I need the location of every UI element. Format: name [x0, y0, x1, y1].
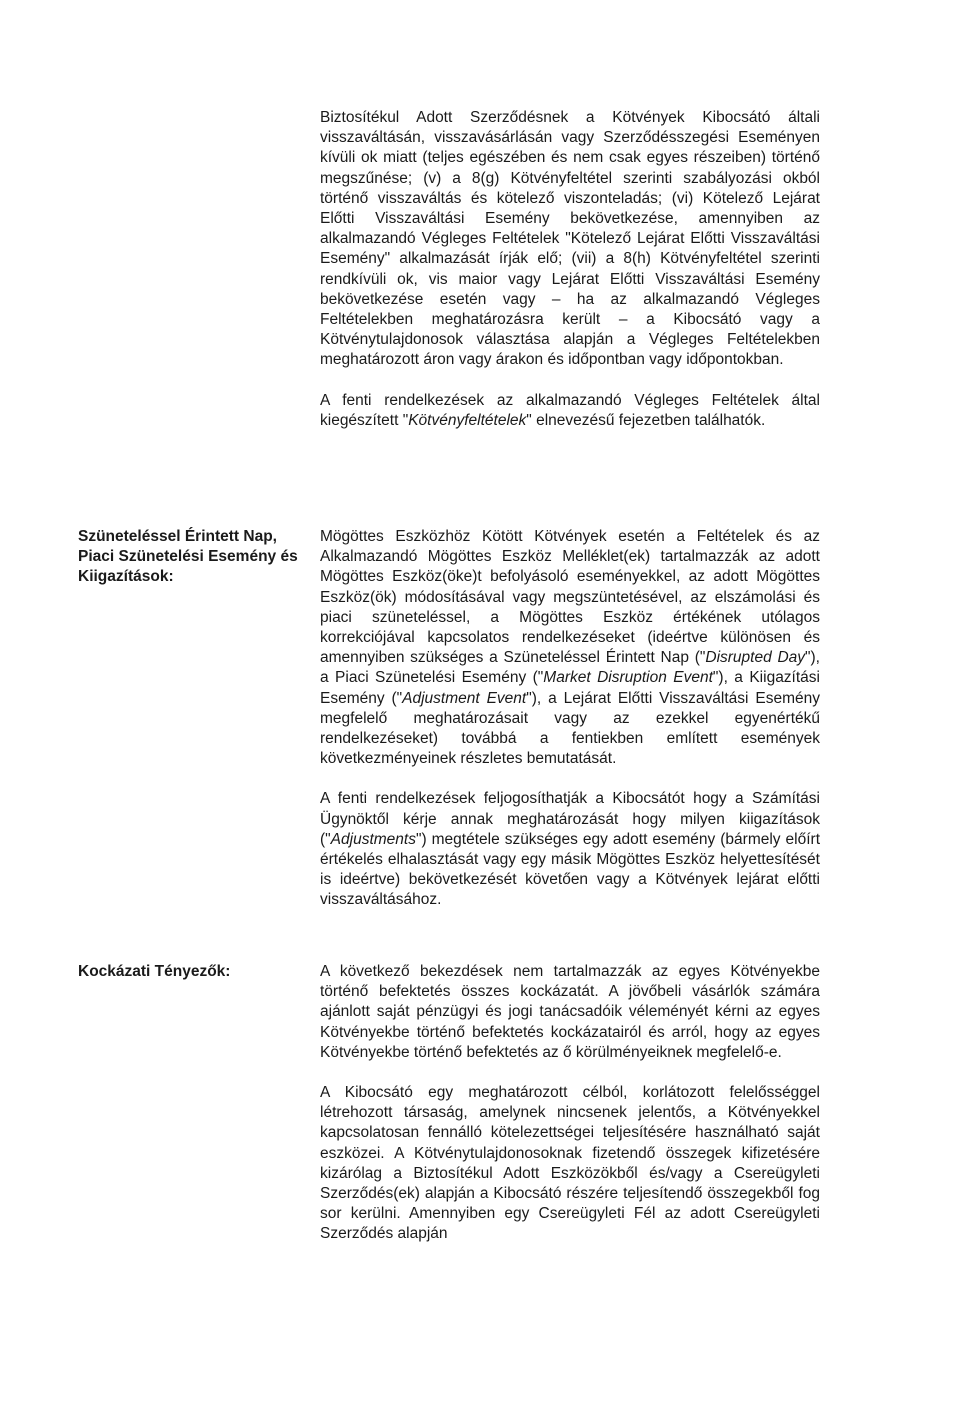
- risk-factors-content: [320, 962, 820, 1245]
- market-disruption-content: [320, 527, 820, 911]
- market-disruption-paragraph-1: Mögöttes Eszközhöz Kötött Kötvények esetén a Feltételek és az Alkalmazandó Mögöttes Eszköz Melléklet(ek) tartalmazzák az adott Mögöttes Eszköz(öke)t befolyásoló eseményekkel, az adott Mögöttes Eszköz(ök) módosításával vagy megszüntetésével, az elszámolási és piaci szüneteléssel, a Mögöttes Eszköz értékének utólagos korrekciójával kapcsolatos rendelkezéseket (ideértve különösen és amennyiben szükséges a Szüneteléssel Érintett Nap ("Disrupted Day"), a Piaci Szünetelési Esemény ("Market Disruption Event"), a Kiigazítási Esemény ("Adjustment Event"), a Lejárat Előtti Visszaváltási Esemény megfelelő meghatározásait vagy az ezekkel egyenértékű rendelkezéseket) továbbá a fentiekben említett események következményeinek részletes bemutatását.: [320, 528, 820, 768]
- risk-factors-label: Kockázati Tényezők:: [78, 963, 231, 980]
- intro-term: Kötvényfeltételek: [408, 411, 527, 429]
- risk-factors-paragraph-2: A Kibocsátó egy meghatározott célból, korlátozott felelősséggel létrehozott társaság, amelynek nincsenek jelentős, a Kötvényekkel kapcsolatosan fennálló kötelezettségei teljesítésére használható saját eszközei. A Kötvénytulajdonosoknak fizetendő összegek kifizetésére kizárólag a Biztosítékul Adott Eszközökből és/vagy a Csereügyleti Szerződés(ek) alapján a Kibocsátó részére teljesítendő összegekből fog sor kerülni. Amennyiben egy Csereügyleti Fél az adott Csereügyleti Szerződés alapján: [320, 1084, 820, 1243]
- market-disruption-label: Szüneteléssel Érintett Nap, Piaci Szünetelési Esemény és Kiigazítások:: [78, 528, 298, 586]
- intro-paragraph-2: A fenti rendelkezések az alkalmazandó Végleges Feltételek által kiegészített "Kötvényfeltételek" elnevezésű fejezetben találhatók.: [320, 391, 820, 429]
- intro-content: [320, 108, 820, 431]
- intro-paragraph-1: Biztosítékul Adott Szerződésnek a Kötvények Kibocsátó általi visszaváltásán, visszavásárlásán vagy Szerződésszegési Eseményen kívüli ok miatt (teljes egészében és nem csak egyes részeiben) történő megszűnése; (v) a 8(g) Kötvényfeltétel szerinti szabályozási okból történő visszaváltás és kötelező viszonteladás; (vi) Kötelező Lejárat Előtti Visszaváltási Esemény bekövetkezése, amennyiben az alkalmazandó Végleges Feltételek "Kötelező Lejárat Előtti Visszaváltási Esemény" alkalmazását írják elő; (vii) a 8(h) Kötvényfeltétel szerinti rendkívüli ok, vis maior vagy Lejárat Előtti Visszaváltási Esemény bekövetkezése esetén vagy – ha az alkalmazandó Végleges Feltételekben meghatározásra került – a Kibocsátó vagy a Kötvénytulajdonosok választása alapján a Végleges Feltételekben meghatározott áron vagy árakon és időpontban vagy időpontokban.: [320, 109, 820, 369]
- market-disruption-paragraph-2: A fenti rendelkezések feljogosíthatják a Kibocsátót hogy a Számítási Ügynöktől kérje annak meghatározását hogy milyen kiigazítások ("Adjustments") megtétele szükséges egy adott esemény (bármely előírt értékelés elhalasztását vagy egy másik Mögöttes Eszköz helyettesítését is ideértve) bekövetkezését követően vagy a Kötvények lejárat előtti visszaváltásához.: [320, 790, 820, 909]
- risk-factors-paragraph-1: A következő bekezdések nem tartalmazzák az egyes Kötvényekbe történő befektetés összes kockázatát. A jövőbeli vásárlók számára ajánlott saját pénzügyi és jogi tanácsadóik véleményét kérni az egyes Kötvényekbe történő befektetés kockázatairól és arról, hogy az egyes Kötvényekbe történő befektetés az ő körülményeiknek megfelelő-e.: [320, 963, 820, 1061]
